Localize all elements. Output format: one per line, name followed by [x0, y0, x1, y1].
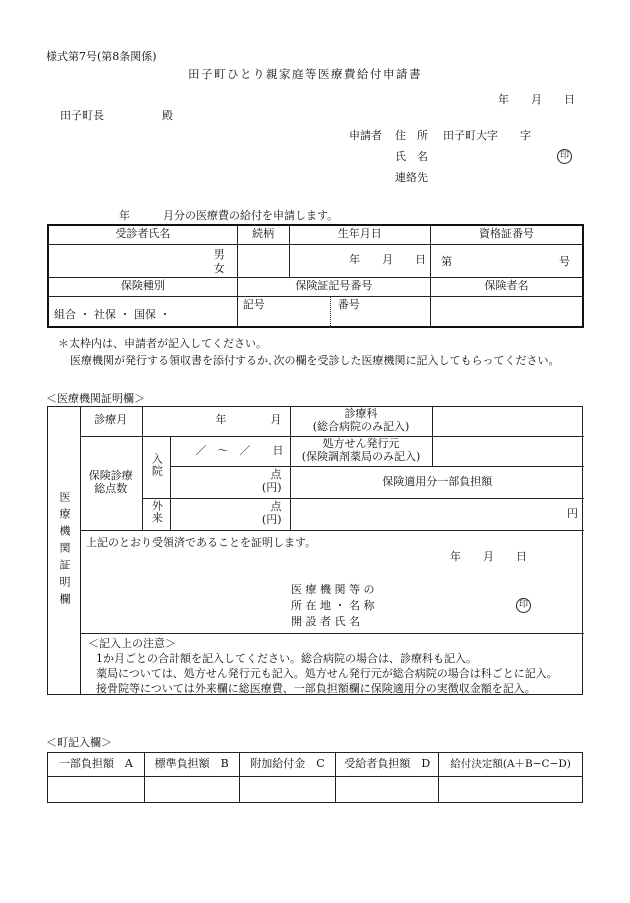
insurance-type-cell[interactable]	[48, 296, 237, 327]
header-additional-benefit: 附加給付金 C	[239, 753, 336, 777]
inpatient-label: 入院	[142, 436, 170, 498]
medical-side-label: 医療機関証明欄	[58, 491, 71, 610]
insurance-type-options: 組合 ・ 社保 ・ 国保 ・	[54, 307, 171, 321]
certification-date: 年 月 日	[450, 550, 527, 563]
copay-amount-cell[interactable]	[290, 498, 584, 530]
medical-certification-box	[47, 406, 583, 695]
institution-line3: 開 設 者 氏 名	[291, 615, 360, 628]
form-number: 様式第7号(第8条関係)	[46, 50, 157, 63]
header-recipient-burden: 受給者負担額 D	[336, 753, 439, 777]
department-cell[interactable]	[432, 406, 584, 436]
benefit-decision-cell[interactable]	[439, 777, 583, 803]
standard-burden-cell[interactable]	[144, 777, 239, 803]
inpatient-dates-cell[interactable]	[170, 436, 290, 466]
recipient-burden-cell[interactable]	[336, 777, 439, 803]
institution-line2: 所 在 地 ・ 名 称	[291, 599, 375, 612]
pharmacy-label-line1: 処方せん発行元	[322, 437, 400, 451]
addressee: 田子町長	[60, 109, 104, 122]
note-attach-receipt: 医療機関が発行する領収書を添付するか､次の欄を受診した医療機関に記入してもらってください。	[70, 354, 560, 367]
partial-burden-cell[interactable]	[48, 777, 145, 803]
certify-text: 上記のとおり受領済であることを証明します。	[86, 536, 317, 549]
town-table	[47, 752, 583, 803]
header-cert-number: 資格証番号	[431, 225, 583, 244]
inpatient-yen-unit: (円)	[261, 481, 282, 494]
symbol-label: 記号	[242, 297, 265, 311]
sex-male: 男	[213, 247, 225, 261]
note-line-1: 1か月ごとの合計額を記入してください。総合病院の場合は、診療科も記入。	[96, 652, 477, 665]
pharmacy-cell[interactable]	[432, 436, 584, 466]
exam-month-format: 年 月	[215, 413, 282, 427]
header-partial-burden: 一部負担額 A	[48, 753, 145, 777]
submission-date: 年 月 日	[498, 93, 575, 106]
additional-benefit-cell[interactable]	[239, 777, 336, 803]
medical-section-heading: ＜医療機関証明欄＞	[46, 392, 145, 405]
total-points-label-line2: 総点数	[94, 482, 128, 495]
contact-label: 連絡先	[395, 171, 428, 184]
address-label: 住 所	[395, 129, 428, 142]
header-benefit-decision: 給付決定額(A＋B−C−D)	[439, 753, 583, 777]
header-standard-burden: 標準負担額 B	[144, 753, 239, 777]
institution-seal: 印	[516, 598, 531, 613]
patient-name-cell[interactable]	[48, 244, 237, 277]
form-title: 田子町ひとり親家庭等医療費給付申請書	[188, 67, 422, 81]
note-line-2: 薬局については、処方せん発行元も記入。処方せん発行元が総合病院の場合は科ごとに記入。	[96, 667, 558, 680]
department-label-line2: (総合病院のみ記入)	[312, 419, 410, 433]
institution-line1: 医 療 機 関 等 の	[291, 583, 375, 596]
department-label-line1: 診療科	[344, 407, 378, 421]
symbol-number-divider	[330, 297, 331, 328]
insurer-name-cell[interactable]	[431, 296, 583, 327]
insurance-symbol-number-cell[interactable]	[237, 296, 430, 327]
cert-number-cell[interactable]	[431, 244, 583, 277]
certification-area	[80, 532, 584, 634]
inpatient-points-cell[interactable]	[170, 466, 290, 498]
cert-prefix: 第	[441, 254, 453, 268]
department-label	[290, 406, 432, 436]
header-insurance-type: 保険種別	[48, 277, 237, 296]
note-thick-frame: ＊太枠内は、申請者が記入してください。	[58, 337, 267, 350]
copay-label: 保険適用分一部負担額	[290, 466, 584, 498]
medical-detail-table	[80, 406, 584, 531]
name-label: 氏 名	[395, 150, 428, 163]
outpatient-points-unit: 点	[270, 500, 282, 514]
honorific: 殿	[162, 109, 173, 122]
header-birth-date: 生年月日	[289, 225, 431, 244]
applicant-info-table	[47, 224, 584, 328]
inpatient-points-unit: 点	[270, 468, 282, 482]
request-text: 年 月分の医療費の給付を申請します。	[119, 209, 339, 222]
header-relationship: 続柄	[237, 225, 289, 244]
applicant-label: 申請者	[349, 129, 382, 142]
exam-month-label: 診療月	[80, 406, 142, 436]
outpatient-label: 外来	[142, 498, 170, 530]
relationship-cell[interactable]	[237, 244, 289, 277]
pharmacy-label	[290, 436, 432, 466]
sex-female: 女	[213, 261, 225, 275]
total-points-label	[80, 436, 142, 530]
applicant-seal: 印	[557, 149, 572, 164]
outpatient-points-cell[interactable]	[170, 498, 290, 530]
inpatient-date-range: ／ ～ ／ 日	[195, 443, 284, 457]
cert-suffix: 号	[559, 254, 570, 268]
town-section-heading: ＜町記入欄＞	[46, 736, 112, 749]
pharmacy-label-line2: (保険調剤薬局のみ記入)	[301, 450, 421, 463]
outpatient-yen-unit: (円)	[261, 513, 282, 526]
header-insurance-symbol-number: 保険証記号番号	[237, 277, 430, 296]
address-value: 田子町大字 字	[443, 129, 531, 142]
copay-yen-unit: 円	[567, 506, 578, 520]
notes-heading: ＜記入上の注意＞	[88, 637, 176, 650]
birth-date-cell[interactable]	[289, 244, 431, 277]
note-line-3: 接骨院等については外来欄に総医療費、一部負担額欄に保険適用分の実徴収金額を記入。	[96, 682, 536, 695]
header-insurer-name: 保険者名	[431, 277, 583, 296]
birth-date-format: 年 月 日	[349, 253, 427, 267]
header-patient-name: 受診者氏名	[48, 225, 237, 244]
total-points-label-line1: 保険診療	[88, 469, 133, 483]
exam-month-cell[interactable]	[142, 406, 290, 436]
number-label: 番号	[337, 297, 360, 311]
